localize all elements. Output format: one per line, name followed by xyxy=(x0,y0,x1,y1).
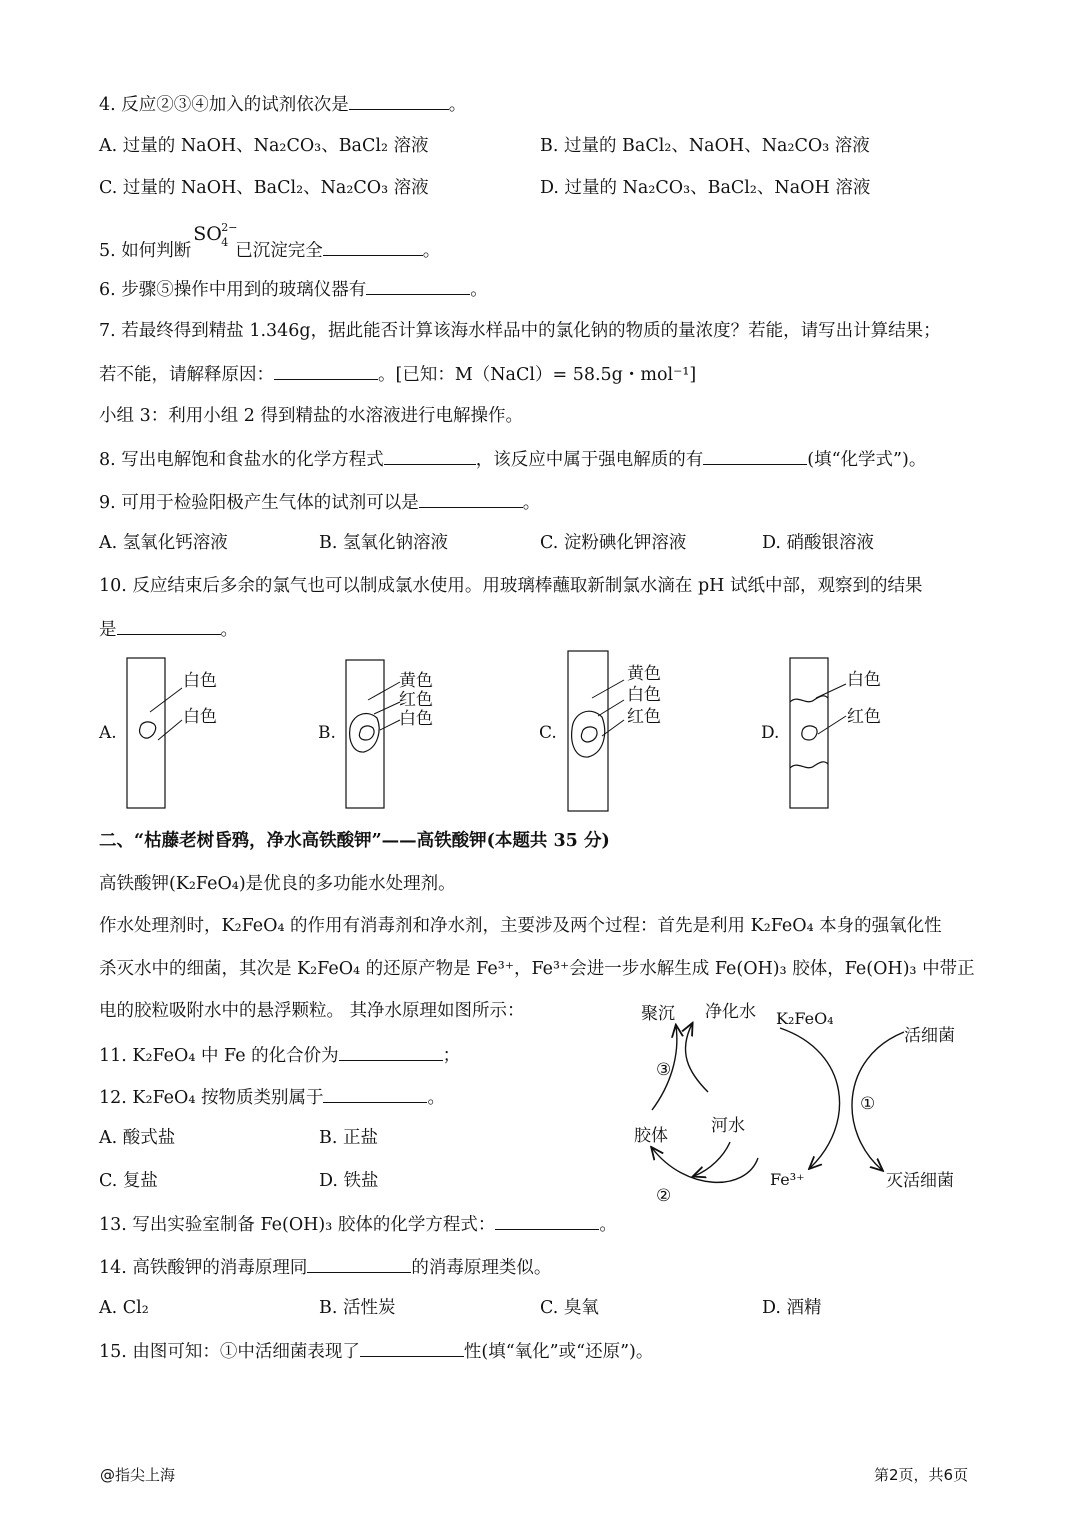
q12-stem: 12. K₂FeO₄ 按物质类别属于 。 xyxy=(99,1084,445,1110)
answer-blank[interactable] xyxy=(323,1084,427,1103)
strip-c-leaders xyxy=(586,668,632,742)
answer-blank[interactable] xyxy=(323,237,423,256)
q10-line1: 10. 反应结束后多余的氯气也可以制成氯水使用。用玻璃棒蘸取新制氯水滴在 pH 试纸中部，观察到的结果 xyxy=(99,576,923,596)
q11-stem: 11. K₂FeO₄ 中 Fe 的化合价为 ； xyxy=(99,1042,460,1068)
q9-option-d[interactable]: D. 硝酸银溶液 xyxy=(762,533,875,553)
q12-option-c[interactable]: C. 复盐 xyxy=(99,1171,158,1191)
q5-stem: 5. 如何判断 SO 2− 4 已沉淀完全 。 xyxy=(99,221,441,261)
answer-blank[interactable] xyxy=(117,616,221,635)
strip-c-label[interactable]: C. xyxy=(539,723,557,743)
strip-a-text-2: 白色 xyxy=(183,707,217,727)
q14-option-d[interactable]: D. 酒精 xyxy=(762,1298,822,1318)
answer-blank[interactable] xyxy=(360,1338,464,1357)
q4-option-a[interactable]: A. 过量的 NaOH、Na₂CO₃、BaCl₂ 溶液 xyxy=(99,136,429,156)
q4-stem: 4. 反应②③④加入的试剂依次是 。 xyxy=(99,91,466,117)
answer-blank[interactable] xyxy=(703,446,807,465)
q12-option-a[interactable]: A. 酸式盐 xyxy=(99,1128,176,1148)
answer-blank[interactable] xyxy=(366,276,470,295)
diagram-label-3: ③ xyxy=(656,1060,672,1080)
answer-blank[interactable] xyxy=(419,489,523,508)
q9-stem: 9. 可用于检验阳极产生气体的试剂可以是 。 xyxy=(99,489,540,515)
answer-blank[interactable] xyxy=(274,361,378,380)
diagram-label-2: ② xyxy=(656,1186,672,1206)
diagram-label-river-water: 河水 xyxy=(711,1116,745,1136)
diagram-label-live-bacteria: 活细菌 xyxy=(904,1026,955,1046)
intro-3: 杀灭水中的细菌，其次是 K₂FeO₄ 的还原产物是 Fe³⁺，Fe³⁺会进一步水解生成 Fe(OH)₃ 胶体，Fe(OH)₃ 中带正 xyxy=(99,959,975,979)
sulfate-ion: SO 2− 4 xyxy=(193,221,238,249)
strip-d-leaders xyxy=(808,676,852,746)
q10-line2: 是 。 xyxy=(99,616,238,642)
q14-option-b[interactable]: B. 活性炭 xyxy=(319,1298,396,1318)
q6-stem: 6. 步骤⑤操作中用到的玻璃仪器有 。 xyxy=(99,276,488,302)
strip-b-text-1: 黄色 xyxy=(399,671,433,691)
strip-b-label[interactable]: B. xyxy=(318,723,336,743)
answer-blank[interactable] xyxy=(349,91,449,110)
strip-b-text-2: 红色 xyxy=(399,690,433,710)
intro-2: 作水处理剂时，K₂FeO₄ 的作用有消毒剂和净水剂，主要涉及两个过程：首先是利用 K₂FeO₄ 本身的强氧化性 xyxy=(99,916,942,936)
q12-option-d[interactable]: D. 铁盐 xyxy=(319,1171,379,1191)
intro-1: 高铁酸钾(K₂FeO₄)是优良的多功能水处理剂。 xyxy=(99,874,456,894)
q4-option-d[interactable]: D. 过量的 Na₂CO₃、BaCl₂、NaOH 溶液 xyxy=(540,178,871,198)
q9-option-c[interactable]: C. 淀粉碘化钾溶液 xyxy=(540,533,687,553)
q14-stem: 14. 高铁酸钾的消毒原理同 的消毒原理类似。 xyxy=(99,1254,551,1280)
reaction-1-arrow-a xyxy=(780,1028,840,1168)
reaction-2-arrow-outer xyxy=(652,1148,758,1182)
strip-d-text-2: 红色 xyxy=(847,707,881,727)
diagram-label-purified-water: 净化水 xyxy=(705,1002,756,1022)
q9-option-a[interactable]: A. 氢氧化钙溶液 xyxy=(99,533,228,553)
answer-blank[interactable] xyxy=(307,1254,411,1273)
q14-option-c[interactable]: C. 臭氧 xyxy=(540,1298,599,1318)
reaction-2-arrow-inner xyxy=(694,1142,730,1176)
strip-c-text-1: 黄色 xyxy=(627,664,661,684)
q9-option-b[interactable]: B. 氢氧化钠溶液 xyxy=(319,533,448,553)
answer-blank[interactable] xyxy=(495,1211,599,1230)
q4-option-c[interactable]: C. 过量的 NaOH、BaCl₂、Na₂CO₃ 溶液 xyxy=(99,178,429,198)
answer-blank[interactable] xyxy=(384,446,476,465)
answer-blank[interactable] xyxy=(339,1042,443,1061)
strip-b-text-3: 白色 xyxy=(399,709,433,729)
q15-stem: 15. 由图可知：①中活细菌表现了 性(填“氧化”或“还原”)。 xyxy=(99,1338,653,1364)
group3-text: 小组 3：利用小组 2 得到精盐的水溶液进行电解操作。 xyxy=(99,406,523,426)
q13-stem: 13. 写出实验室制备 Fe(OH)₃ 胶体的化学方程式： 。 xyxy=(99,1211,617,1237)
q14-option-a[interactable]: A. Cl₂ xyxy=(99,1298,149,1318)
q7-line1: 7. 若最终得到精盐 1.346g，据此能否计算该海水样品中的氯化钠的物质的量浓度？若能，请写出计算结果； xyxy=(99,321,941,341)
footer-page-number: 第2页，共6页 xyxy=(874,1466,969,1484)
q8-stem: 8. 写出电解饱和食盐水的化学方程式 ，该反应中属于强电解质的有 (填“化学式”)。 xyxy=(99,446,926,472)
intro-4: 电的胶粒吸附水中的悬浮颗粒。 其净水原理如图所示： xyxy=(99,1001,525,1021)
diagram-label-colloid: 胶体 xyxy=(634,1126,668,1146)
strip-c-text-3: 红色 xyxy=(627,707,661,727)
strip-a-label[interactable]: A. xyxy=(99,723,117,743)
strip-d-text-1: 白色 xyxy=(847,670,881,690)
diagram-label-k2feo4: K₂FeO₄ xyxy=(776,1009,834,1028)
diagram-label-fe3: Fe³⁺ xyxy=(770,1170,805,1189)
strip-a-text-1: 白色 xyxy=(183,671,217,691)
diagram-label-juchen: 聚沉 xyxy=(641,1004,675,1024)
strip-c-text-2: 白色 xyxy=(627,685,661,705)
section-2-title: 二、“枯藤老树昏鸦，净水高铁酸钾”——高铁酸钾(本题共 35 分) xyxy=(99,831,610,851)
diagram-label-1: ① xyxy=(860,1094,876,1114)
footer-watermark: @指尖上海 xyxy=(100,1466,176,1484)
diagram-label-killed-bacteria: 灭活细菌 xyxy=(886,1171,954,1191)
reaction-3-arrow-a xyxy=(685,1024,708,1092)
q4-option-b[interactable]: B. 过量的 BaCl₂、NaOH、Na₂CO₃ 溶液 xyxy=(540,136,870,156)
strip-d-label[interactable]: D. xyxy=(761,723,780,743)
q12-option-b[interactable]: B. 正盐 xyxy=(319,1128,378,1148)
q7-line2: 若不能，请解释原因： 。[已知：M（NaCl）= 58.5g・mol⁻¹] xyxy=(99,361,696,387)
